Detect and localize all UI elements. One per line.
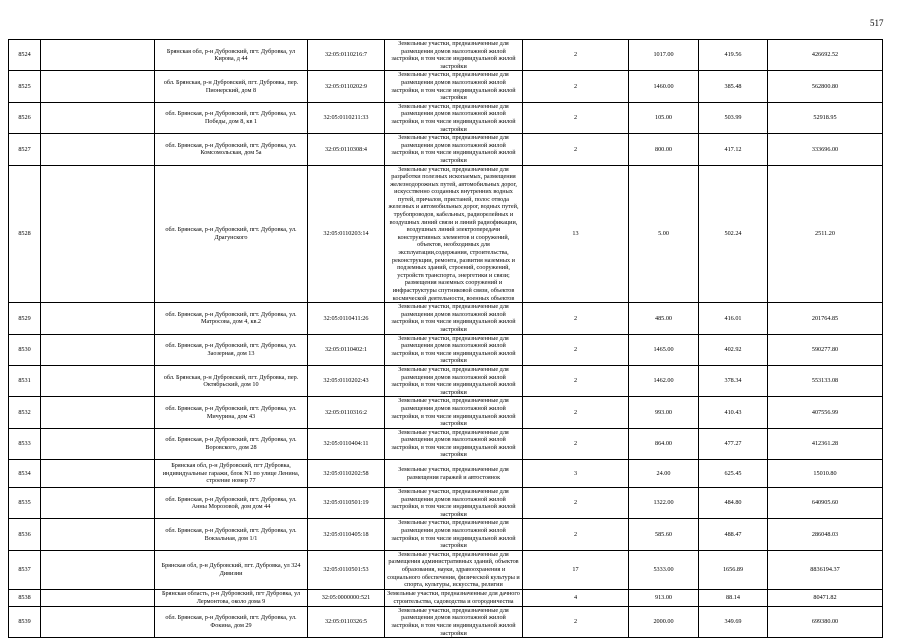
table-row	[9, 365, 883, 396]
cadastral-value-cell: 333696.00	[768, 134, 883, 165]
cadastral-number-cell: 32:05:0110411:26	[308, 303, 385, 334]
land-use-cell: Земельные участки, предназначенные для размещения домов малоэтажной жилой застройки, в том числе индивидуальной жилой застройки	[385, 606, 523, 637]
group-number-cell: 2	[523, 488, 629, 519]
group-number-cell: 2	[523, 334, 629, 365]
empty-cell	[41, 428, 155, 459]
group-number-cell: 3	[523, 460, 629, 488]
area-cell: 993.00	[629, 397, 699, 428]
land-use-cell: Земельные участки, предназначенные для размещения домов малоэтажной жилой застройки, в том числе индивидуальной жилой застройки	[385, 488, 523, 519]
group-number-cell: 2	[523, 606, 629, 637]
address-cell: обл. Брянская, р-н Дубровский, пгт. Дубровка, ул. Анны Морозовой, дом дом 44	[155, 488, 308, 519]
table-row	[9, 519, 883, 550]
area-cell: 105.00	[629, 102, 699, 133]
land-use-cell: Земельные участки, предназначенные для размещения административных зданий, объектов образования, науки, здравоохранения и социального обеспечения, физической культуры и спорта, культуры, искусства, религии	[385, 550, 523, 589]
table-row	[9, 303, 883, 334]
cadastral-number-cell: 32:05:0110216:7	[308, 40, 385, 71]
area-cell: 5333.00	[629, 550, 699, 589]
address-cell: обл. Брянская, р-н Дубровский, пгт. Дубровка, ул. Вокзальная, дом 1/1	[155, 519, 308, 550]
land-use-cell: Земельные участки, предназначенные для размещения домов малоэтажной жилой застройки, в том числе индивидуальной жилой застройки	[385, 397, 523, 428]
empty-cell	[41, 397, 155, 428]
row-number-cell: 8525	[9, 71, 41, 102]
cadastral-value-cell: 699380.00	[768, 606, 883, 637]
area-cell: 585.60	[629, 519, 699, 550]
land-use-cell: Земельные участки, предназначенные для разработки полезных ископаемых, размещения железнодорожных путей, автомобильных дорог, искусственно созданных внутренних водных путей, причалов, пристаней, полос отвода железных и автомобильных дорог, водных путей, трубопроводов, кабельных, радиорелейных и воздушных линий связи и линий радиофикации, воздушных линий электропередачи конструктивных элементов и сооружений, объектов, необходимых для эксплуатации,содержания, строительства, реконструкции, ремонта, развития наземных и подземных зданий, строений, сооружений, устройств транспорта, энергетики и связи; размещения наземных сооружений и инфраструктуры спутниковой связи, объектов космической деятельности, военных объектов	[385, 165, 523, 303]
specific-value-cell: 484.80	[699, 488, 768, 519]
area-cell: 1460.00	[629, 71, 699, 102]
area-cell: 5.00	[629, 165, 699, 303]
group-number-cell: 2	[523, 40, 629, 71]
land-use-cell: Земельные участки, предназначенные для размещения гаражей и автостоянок	[385, 460, 523, 488]
land-use-cell: Земельные участки, предназначенные для размещения домов малоэтажной жилой застройки, в том числе индивидуальной жилой застройки	[385, 71, 523, 102]
empty-cell	[41, 134, 155, 165]
cadastral-value-cell: 15010.80	[768, 460, 883, 488]
specific-value-cell: 625.45	[699, 460, 768, 488]
specific-value-cell: 88.14	[699, 589, 768, 606]
specific-value-cell: 502.24	[699, 165, 768, 303]
address-cell: обл. Брянская, р-н Дубровский, пгт. Дубровка, ул. Воровского, дом 28	[155, 428, 308, 459]
row-number-cell: 8526	[9, 102, 41, 133]
address-cell: обл. Брянская, р-н Дубровский, пгт. Дубровка, пер. Пионерский, дом 8	[155, 71, 308, 102]
address-cell: обл. Брянская, р-н Дубровский, пгт. Дубровка, ул. Мичурина, дом 43	[155, 397, 308, 428]
area-cell: 1462.00	[629, 365, 699, 396]
row-number-cell: 8528	[9, 165, 41, 303]
row-number-cell: 8529	[9, 303, 41, 334]
row-number-cell: 8538	[9, 589, 41, 606]
address-cell: Брянская обл, р-н Дубровский, пгт Дубровка, индивидуальные гаражи, блок N1 по улице Ленина, строение номер 77	[155, 460, 308, 488]
group-number-cell: 13	[523, 165, 629, 303]
cadastral-number-cell: 32:05:0110405:18	[308, 519, 385, 550]
cadastral-value-cell: 80471.82	[768, 589, 883, 606]
table-row	[9, 606, 883, 637]
area-cell: 2000.00	[629, 606, 699, 637]
land-use-cell: Земельные участки, предназначенные для размещения домов малоэтажной жилой застройки, в том числе индивидуальной жилой застройки	[385, 303, 523, 334]
specific-value-cell: 402.92	[699, 334, 768, 365]
row-number-cell: 8536	[9, 519, 41, 550]
group-number-cell: 17	[523, 550, 629, 589]
address-cell: Брянская обл, р-н Дубровский, пгт. Дубровка, ул 324 Дивизии	[155, 550, 308, 589]
cadastral-number-cell: 32:05:0110211:33	[308, 102, 385, 133]
row-number-cell: 8534	[9, 460, 41, 488]
cadastral-number-cell: 32:05:0110501:19	[308, 488, 385, 519]
group-number-cell: 2	[523, 397, 629, 428]
row-number-cell: 8532	[9, 397, 41, 428]
group-number-cell: 2	[523, 134, 629, 165]
cadastral-number-cell: 32:05:0110203:14	[308, 165, 385, 303]
specific-value-cell: 1656.89	[699, 550, 768, 589]
group-number-cell: 2	[523, 303, 629, 334]
specific-value-cell: 417.12	[699, 134, 768, 165]
table-row	[9, 550, 883, 589]
cadastral-number-cell: 32:05:0110402:1	[308, 334, 385, 365]
specific-value-cell: 503.99	[699, 102, 768, 133]
empty-cell	[41, 303, 155, 334]
group-number-cell: 2	[523, 71, 629, 102]
table-row	[9, 334, 883, 365]
address-cell: обл. Брянская, р-н Дубровский, пгт. Дубровка, ул. Комсомольская, дом 5а	[155, 134, 308, 165]
empty-cell	[41, 71, 155, 102]
cadastral-value-cell: 412361.28	[768, 428, 883, 459]
table-row	[9, 134, 883, 165]
group-number-cell: 2	[523, 428, 629, 459]
land-use-cell: Земельные участки, предназначенные для размещения домов малоэтажной жилой застройки, в том числе индивидуальной жилой застройки	[385, 134, 523, 165]
cadastral-number-cell: 32:05:0110501:53	[308, 550, 385, 589]
group-number-cell: 2	[523, 519, 629, 550]
area-cell: 864.00	[629, 428, 699, 459]
land-use-cell: Земельные участки, предназначенные для размещения домов малоэтажной жилой застройки, в том числе индивидуальной жилой застройки	[385, 365, 523, 396]
land-use-cell: Земельные участки, предназначенные для размещения домов малоэтажной жилой застройки, в том числе индивидуальной жилой застройки	[385, 428, 523, 459]
address-cell: Брянская обл, р-н Дубровский, пгт. Дубровка, ул Кирова, д 44	[155, 40, 308, 71]
empty-cell	[41, 606, 155, 637]
row-number-cell: 8530	[9, 334, 41, 365]
table-row	[9, 102, 883, 133]
area-cell: 913.00	[629, 589, 699, 606]
table-row	[9, 488, 883, 519]
row-number-cell: 8535	[9, 488, 41, 519]
row-number-cell: 8527	[9, 134, 41, 165]
cadastral-number-cell: 32:05:0000000:521	[308, 589, 385, 606]
specific-value-cell: 349.69	[699, 606, 768, 637]
cadastral-value-cell: 553133.08	[768, 365, 883, 396]
address-cell: обл. Брянская, р-н Дубровский, пгт. Дубровка, ул. Победы, дом 8, кв 1	[155, 102, 308, 133]
row-number-cell: 8524	[9, 40, 41, 71]
cadastral-value-cell: 52918.95	[768, 102, 883, 133]
cadastral-value-cell: 407556.99	[768, 397, 883, 428]
table-row	[9, 397, 883, 428]
empty-cell	[41, 550, 155, 589]
specific-value-cell: 488.47	[699, 519, 768, 550]
group-number-cell: 2	[523, 102, 629, 133]
area-cell: 1017.00	[629, 40, 699, 71]
cadastral-value-cell: 201764.85	[768, 303, 883, 334]
empty-cell	[41, 365, 155, 396]
cadastral-number-cell: 32:05:0110316:2	[308, 397, 385, 428]
address-cell: обл. Брянская, р-н Дубровский, пгт. Дубровка, ул. Заозерная, дом 13	[155, 334, 308, 365]
cadastral-number-cell: 32:05:0110202:43	[308, 365, 385, 396]
cadastral-value-cell: 590277.80	[768, 334, 883, 365]
cadastral-value-cell: 2511.20	[768, 165, 883, 303]
row-number-cell: 8537	[9, 550, 41, 589]
cadastral-number-cell: 32:05:0110202:58	[308, 460, 385, 488]
table-row	[9, 589, 883, 606]
specific-value-cell: 419.56	[699, 40, 768, 71]
table-row	[9, 40, 883, 71]
cadastral-value-table	[8, 39, 883, 638]
land-use-cell: Земельные участки, предназначенные для размещения домов малоэтажной жилой застройки, в том числе индивидуальной жилой застройки	[385, 334, 523, 365]
land-use-cell: Земельные участки, предназначенные для размещения домов малоэтажной жилой застройки, в том числе индивидуальной жилой застройки	[385, 519, 523, 550]
area-cell: 24.00	[629, 460, 699, 488]
row-number-cell: 8531	[9, 365, 41, 396]
group-number-cell: 4	[523, 589, 629, 606]
row-number-cell: 8533	[9, 428, 41, 459]
area-cell: 1465.00	[629, 334, 699, 365]
land-use-cell: Земельные участки, предназначенные для дачного строительства, садоводства и огородничества	[385, 589, 523, 606]
specific-value-cell: 410.43	[699, 397, 768, 428]
specific-value-cell: 378.34	[699, 365, 768, 396]
empty-cell	[41, 102, 155, 133]
empty-cell	[41, 519, 155, 550]
empty-cell	[41, 165, 155, 303]
empty-cell	[41, 334, 155, 365]
area-cell: 485.00	[629, 303, 699, 334]
cadastral-number-cell: 32:05:0110308:4	[308, 134, 385, 165]
land-use-cell: Земельные участки, предназначенные для размещения домов малоэтажной жилой застройки, в том числе индивидуальной жилой застройки	[385, 102, 523, 133]
empty-cell	[41, 40, 155, 71]
table-row	[9, 428, 883, 459]
table-row	[9, 165, 883, 303]
cadastral-value-cell: 286048.03	[768, 519, 883, 550]
area-cell: 1322.00	[629, 488, 699, 519]
row-number-cell: 8539	[9, 606, 41, 637]
specific-value-cell: 477.27	[699, 428, 768, 459]
empty-cell	[41, 589, 155, 606]
area-cell: 800.00	[629, 134, 699, 165]
address-cell: обл. Брянская, р-н Дубровский, пгт. Дубровка, ул. Драгунского	[155, 165, 308, 303]
table-row	[9, 460, 883, 488]
address-cell: обл. Брянская, р-н Дубровский, пгт. Дубровка, пер. Октябрьский, дом 10	[155, 365, 308, 396]
page-number: 517	[870, 18, 884, 28]
cadastral-number-cell: 32:05:0110404:11	[308, 428, 385, 459]
table-body	[9, 40, 883, 638]
address-cell: Брянская область, р-н Дубровский, пгт Дубровка, ул Лермонтова, около дома 9	[155, 589, 308, 606]
table-row	[9, 71, 883, 102]
land-use-cell: Земельные участки, предназначенные для размещения домов малоэтажной жилой застройки, в том числе индивидуальной жилой застройки	[385, 40, 523, 71]
cadastral-number-cell: 32:05:0110326:5	[308, 606, 385, 637]
cadastral-value-cell: 640905.60	[768, 488, 883, 519]
empty-cell	[41, 460, 155, 488]
address-cell: обл. Брянская, р-н Дубровский, пгт. Дубровка, ул. Фокина, дом 29	[155, 606, 308, 637]
specific-value-cell: 385.48	[699, 71, 768, 102]
specific-value-cell: 416.01	[699, 303, 768, 334]
address-cell: обл. Брянская, р-н Дубровский, пгт. Дубровка, ул. Матросова, дом 4, кв.2	[155, 303, 308, 334]
empty-cell	[41, 488, 155, 519]
cadastral-value-cell: 562800.80	[768, 71, 883, 102]
group-number-cell: 2	[523, 365, 629, 396]
cadastral-number-cell: 32:05:0110202:9	[308, 71, 385, 102]
cadastral-value-cell: 426692.52	[768, 40, 883, 71]
cadastral-value-cell: 8836194.37	[768, 550, 883, 589]
